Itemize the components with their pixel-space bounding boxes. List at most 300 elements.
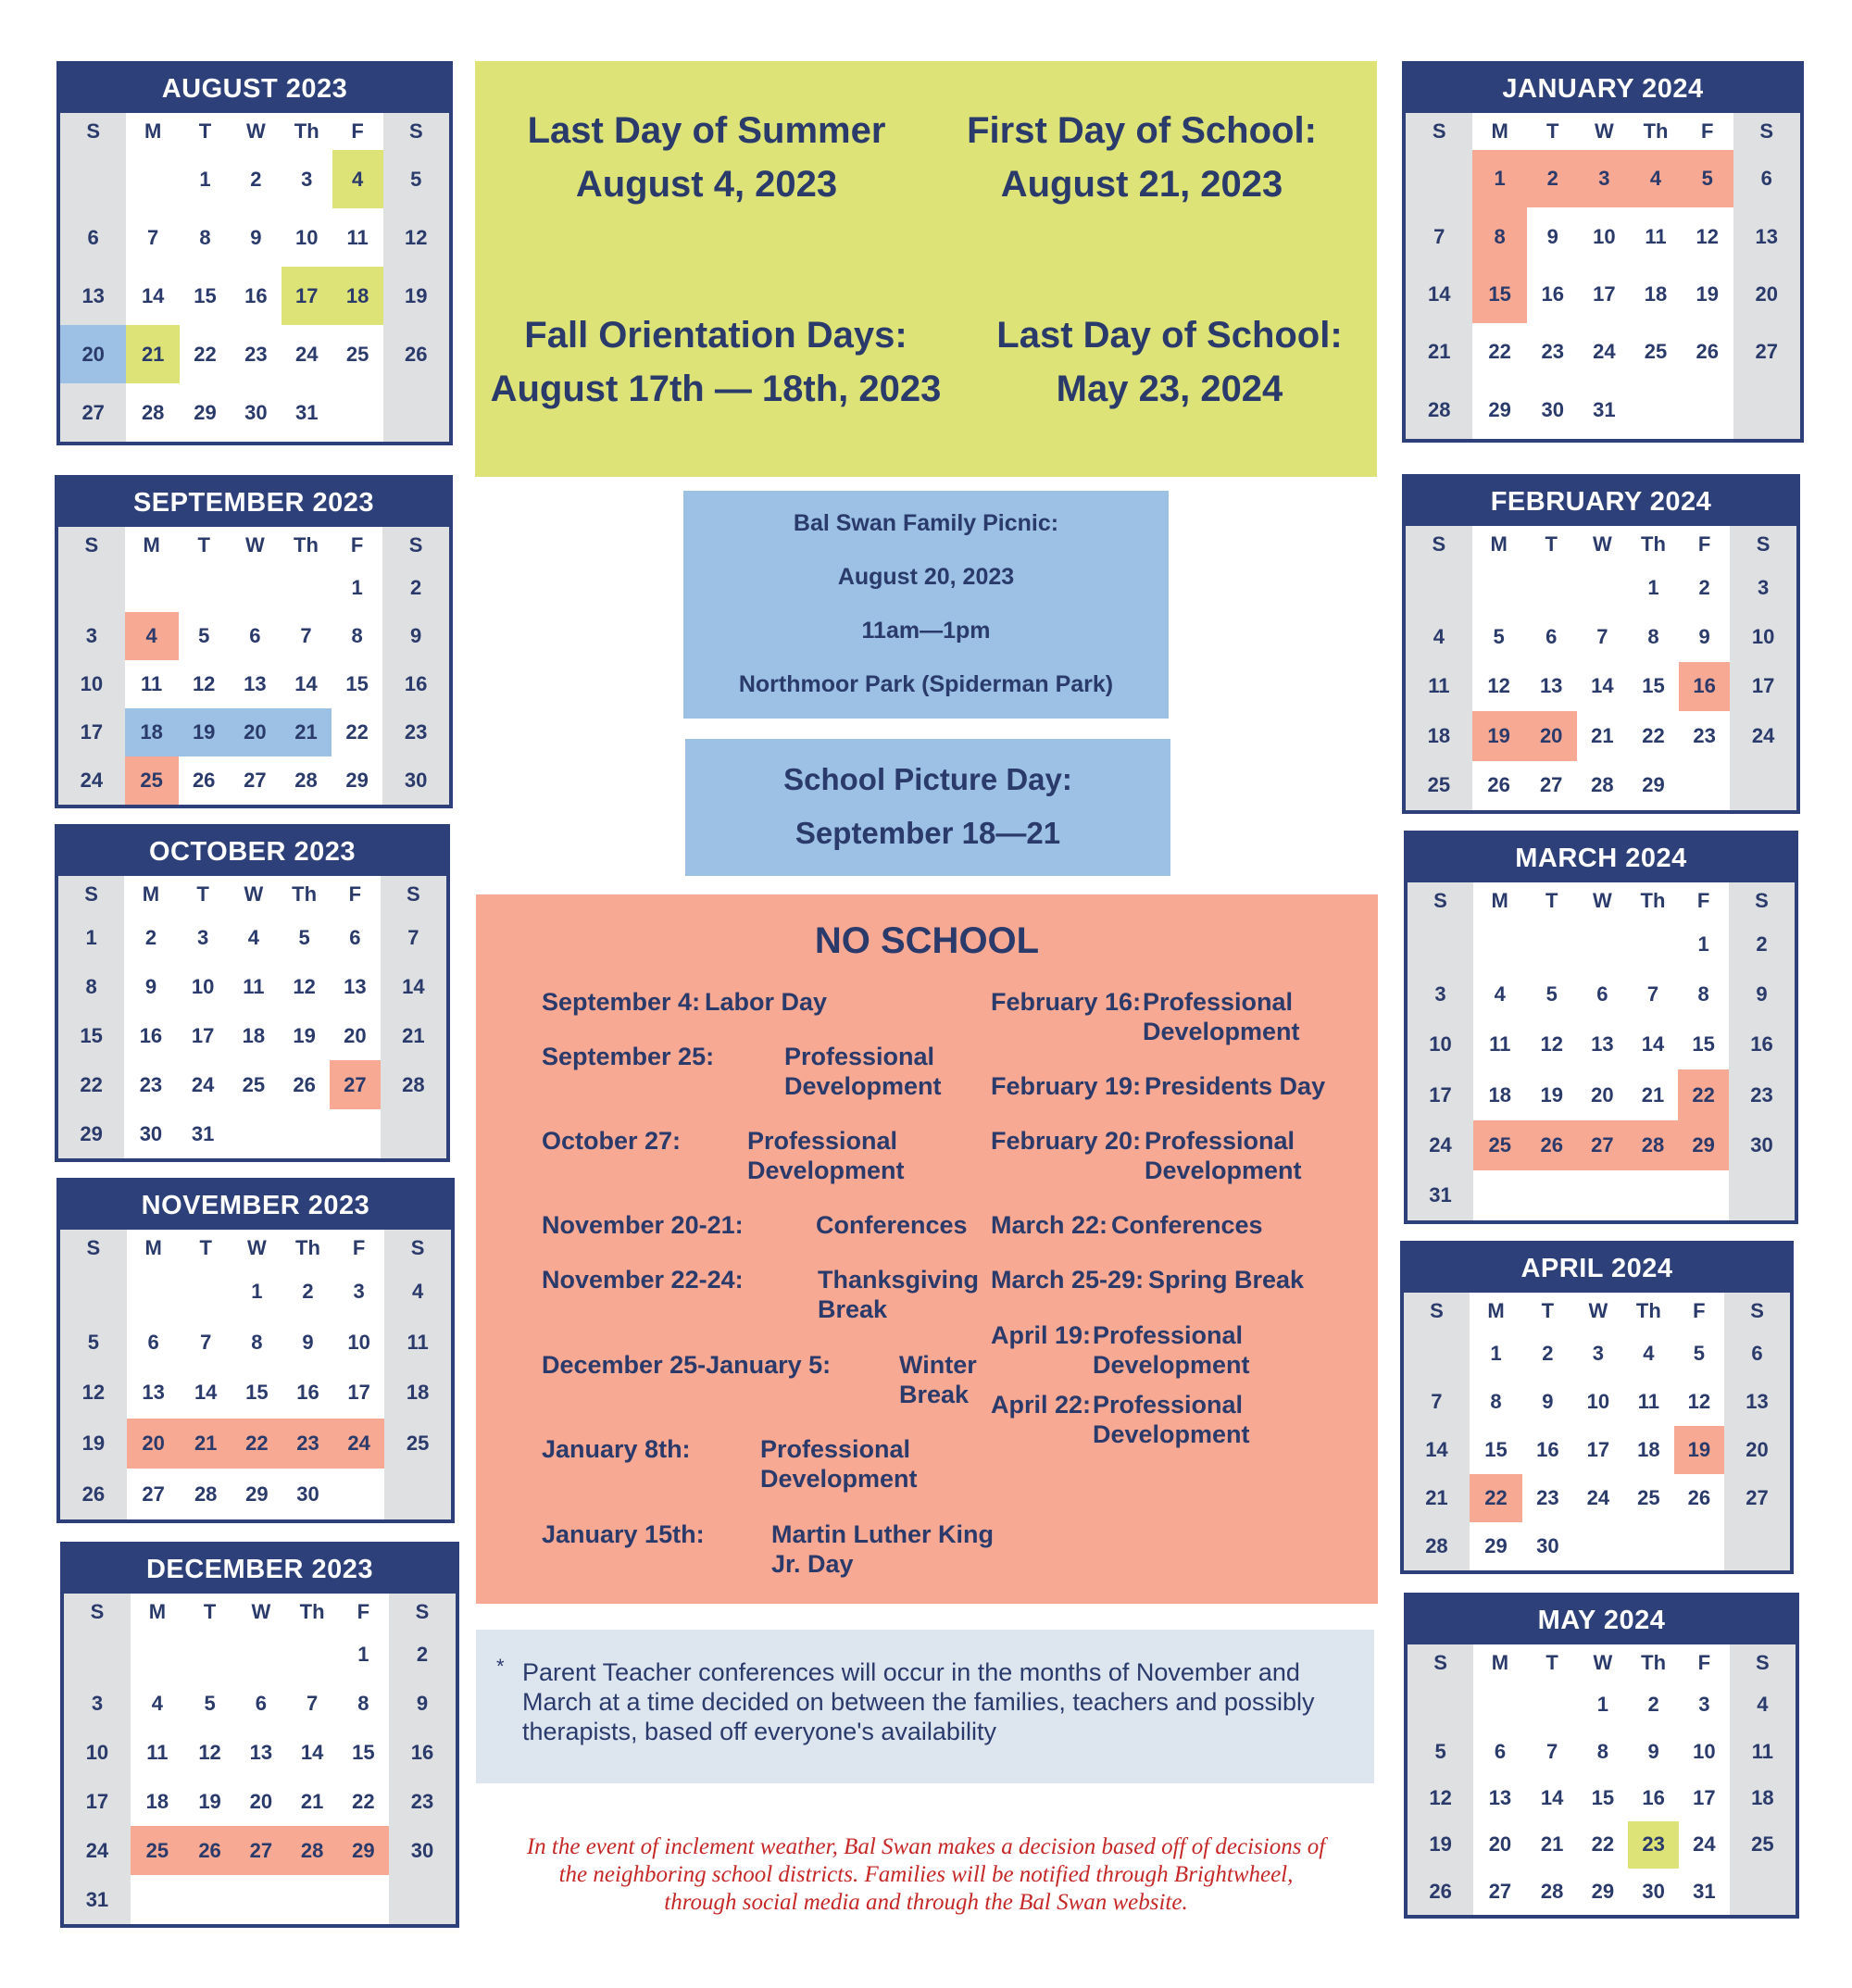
weekday-header: F xyxy=(357,1600,370,1623)
calendar-day: 27 xyxy=(1488,1879,1512,1903)
calendar-day: 2 xyxy=(1542,1342,1554,1365)
no-school-reason: Professional Development xyxy=(1145,1127,1302,1184)
calendar-day: 3 xyxy=(64,1680,131,1729)
calendar-day: 4 xyxy=(1406,612,1472,661)
calendar-week-row xyxy=(1408,1728,1796,1774)
calendar-day: 16 xyxy=(1541,281,1564,306)
calendar-day: 7 xyxy=(300,624,312,647)
calendar-empty-cell xyxy=(1526,919,1577,969)
calendar-day: 2 xyxy=(382,564,449,612)
calendar-day: 19 xyxy=(1674,1426,1725,1474)
calendar-empty-cell xyxy=(338,1875,389,1924)
calendar-empty-cell xyxy=(389,1875,456,1924)
calendar-week-row xyxy=(1408,1120,1795,1170)
calendar-week-row xyxy=(1406,662,1796,711)
calendar-day: 12 xyxy=(60,1368,127,1419)
calendar-empty-cell xyxy=(279,1109,330,1158)
calendar-empty-cell xyxy=(1408,919,1473,969)
calendar-day: 30 xyxy=(1729,1120,1795,1170)
calendar-grid xyxy=(64,1594,456,1924)
weekday-header: W xyxy=(245,119,266,143)
calendar-day: 6 xyxy=(1494,1739,1507,1763)
calendar-day: 27 xyxy=(1733,323,1800,381)
weekday-header: S xyxy=(1730,1644,1796,1682)
calendar-title: OCTOBER 2023 xyxy=(58,828,446,876)
calendar-day: 24 xyxy=(294,342,319,366)
calendar-week-row xyxy=(58,1109,446,1158)
calendar-day: 9 xyxy=(382,612,449,660)
calendar-day: 12 xyxy=(293,974,316,998)
calendar-day: 23 xyxy=(389,1777,456,1826)
calendar-day: 18 xyxy=(1488,1082,1511,1107)
calendar-empty-cell xyxy=(1577,563,1628,612)
calendar-empty-cell xyxy=(384,1469,451,1519)
weekday-header: M xyxy=(143,533,160,556)
calendar-day: 29 xyxy=(58,1109,124,1158)
weekday-header: Th xyxy=(294,533,319,556)
calendar-day: 15 xyxy=(245,1381,269,1405)
calendar-week-row xyxy=(1404,1426,1790,1474)
conference-note xyxy=(496,1657,1367,1746)
weekday-header: T xyxy=(1545,119,1559,143)
calendar-empty-cell xyxy=(1730,761,1796,810)
calendar-day: 31 xyxy=(64,1875,131,1924)
calendar-day: 11 xyxy=(384,1318,451,1369)
no-school-item xyxy=(542,1210,968,1240)
weekday-header: W xyxy=(251,1600,271,1623)
calendar-day: 1 xyxy=(1647,575,1659,599)
calendar-day: 8 xyxy=(1490,1390,1502,1413)
calendar-day: 16 xyxy=(389,1729,456,1778)
calendar-day: 13 xyxy=(60,267,126,325)
calendar-empty-cell xyxy=(1679,761,1730,810)
weekday-header: M xyxy=(1490,532,1508,556)
calendar-day: 8 xyxy=(1647,625,1659,649)
picnic-place: Northmoor Park (Spiderman Park) xyxy=(738,671,1114,697)
no-school-reason: Professional Development xyxy=(1093,1391,1250,1448)
calendar-day: 15 xyxy=(1591,1785,1615,1809)
calendar-day: 23 xyxy=(1536,1486,1559,1509)
calendar-day: 11 xyxy=(1406,662,1472,711)
calendar-day: 26 xyxy=(1526,1120,1577,1170)
calendar-day: 5 xyxy=(1493,625,1505,649)
calendar-empty-cell xyxy=(1526,1170,1577,1220)
calendar-day: 13 xyxy=(244,672,267,695)
weekday-header: S xyxy=(1730,526,1796,563)
calendar-day: 8 xyxy=(351,624,363,647)
picture-day-panel xyxy=(685,739,1170,876)
calendar-grid xyxy=(1406,113,1800,439)
no-school-reason: Professional Development xyxy=(747,1127,905,1184)
calendar-day: 25 xyxy=(242,1072,266,1096)
calendar-day: 28 xyxy=(294,769,318,792)
calendar-day: 13 xyxy=(1733,207,1800,265)
calendar-empty-cell xyxy=(286,1631,337,1680)
calendar-day: 9 xyxy=(1542,1390,1554,1413)
calendar-day: 18 xyxy=(1730,1775,1796,1821)
calendar-day: 12 xyxy=(198,1741,221,1765)
calendar-day: 12 xyxy=(383,208,449,267)
weekday-header: S xyxy=(1406,113,1472,150)
weekday-header: T xyxy=(203,1600,217,1623)
no-school-item xyxy=(542,1126,949,1185)
calendar-day: 8 xyxy=(251,1330,263,1354)
calendar-day: 28 xyxy=(1406,381,1472,439)
no-school-date: January 8th: xyxy=(542,1435,691,1463)
weekday-header: T xyxy=(199,1236,212,1259)
calendar-day: 5 xyxy=(198,624,210,647)
no-school-date: February 20: xyxy=(991,1127,1142,1155)
calendar-day: 25 xyxy=(1644,340,1668,364)
calendar-empty-cell xyxy=(1733,381,1800,439)
calendar-empty-cell xyxy=(184,1875,235,1924)
picture-day-dates: September 18—21 xyxy=(795,816,1061,850)
calendar-day: 7 xyxy=(1545,1739,1558,1763)
calendar-day: 15 xyxy=(1692,1032,1715,1057)
calendar-week-row xyxy=(58,756,449,805)
calendar-day: 3 xyxy=(1698,1693,1710,1717)
calendar-week-row xyxy=(60,267,449,325)
calendar-day: 9 xyxy=(302,1330,314,1354)
calendar-empty-cell xyxy=(1623,1522,1674,1570)
calendar-day: 16 xyxy=(1642,1785,1665,1809)
calendar-day: 4 xyxy=(151,1692,164,1716)
calendar-day: 7 xyxy=(200,1330,212,1354)
weekday-header: T xyxy=(1545,1651,1558,1674)
calendar-december-2023 xyxy=(60,1542,459,1928)
calendar-day: 11 xyxy=(1645,224,1667,248)
no-school-title: NO SCHOOL xyxy=(814,920,1040,961)
calendar-week-row xyxy=(1408,1069,1795,1119)
calendar-day: 29 xyxy=(1484,1534,1508,1557)
calendar-day: 21 xyxy=(300,1789,324,1813)
calendar-empty-cell xyxy=(1526,563,1577,612)
calendar-day: 28 xyxy=(286,1826,337,1875)
calendar-day: 17 xyxy=(282,267,332,325)
calendar-day: 6 xyxy=(1545,625,1558,649)
calendar-day: 28 xyxy=(381,1060,446,1109)
calendar-day: 20 xyxy=(230,708,281,756)
calendar-day: 28 xyxy=(1540,1879,1564,1903)
calendar-grid xyxy=(1406,526,1796,810)
calendar-day: 27 xyxy=(60,383,126,442)
calendar-day: 14 xyxy=(194,1381,218,1405)
calendar-day: 17 xyxy=(1593,281,1616,306)
calendar-day: 1 xyxy=(199,167,211,191)
no-school-reason: Conferences xyxy=(1111,1211,1263,1239)
weekday-header: Th xyxy=(1640,889,1666,912)
no-school-item xyxy=(542,1042,949,1101)
calendar-day: 29 xyxy=(1591,1879,1615,1903)
calendar-day: 20 xyxy=(60,325,126,383)
calendar-empty-cell xyxy=(131,1875,184,1924)
calendar-day: 14 xyxy=(141,283,165,307)
calendar-week-row xyxy=(58,660,449,708)
calendar-day: 4 xyxy=(1630,150,1682,207)
weekday-header: F xyxy=(1697,1651,1711,1674)
calendar-day: 25 xyxy=(1637,1486,1660,1509)
calendar-day: 8 xyxy=(58,962,124,1011)
picture-day-title: School Picture Day: xyxy=(783,762,1072,796)
calendar-day: 3 xyxy=(1579,150,1631,207)
calendar-day: 11 xyxy=(1637,1390,1659,1413)
calendar-title: NOVEMBER 2023 xyxy=(60,1182,451,1230)
calendar-title: MAY 2024 xyxy=(1408,1596,1796,1644)
calendar-day: 17 xyxy=(64,1777,131,1826)
calendar-day: 3 xyxy=(1408,969,1473,1019)
calendar-day: 30 xyxy=(1536,1534,1559,1557)
weekday-header: M xyxy=(144,1236,162,1259)
calendar-day: 30 xyxy=(1541,397,1564,421)
calendar-day: 2 xyxy=(389,1631,456,1680)
calendar-day: 18 xyxy=(242,1023,266,1047)
no-school-reason: Winter Break xyxy=(899,1351,977,1408)
calendar-week-row xyxy=(64,1680,456,1729)
calendar-day: 7 xyxy=(307,1692,319,1716)
calendar-day: 28 xyxy=(141,400,165,424)
calendar-title: DECEMBER 2023 xyxy=(64,1545,456,1594)
calendar-day: 22 xyxy=(1642,723,1665,747)
calendar-day: 14 xyxy=(1404,1426,1470,1474)
weekday-header: F xyxy=(350,533,364,556)
calendar-empty-cell xyxy=(1473,919,1526,969)
calendar-day: 22 xyxy=(1470,1474,1522,1522)
calendar-week-row xyxy=(58,913,446,962)
weekday-header: T xyxy=(1541,1299,1555,1322)
calendar-day: 14 xyxy=(381,962,446,1011)
weekday-header: Th xyxy=(295,1236,320,1259)
no-school-item xyxy=(542,987,949,1017)
calendar-day: 23 xyxy=(282,1419,333,1469)
calendar-empty-cell xyxy=(383,383,449,442)
weekday-header: S xyxy=(384,1230,451,1267)
calendar-day: 23 xyxy=(1541,340,1564,364)
weekday-header: S xyxy=(58,527,125,564)
weekday-header: F xyxy=(1697,532,1711,556)
calendar-week-row xyxy=(1406,761,1796,810)
no-school-item xyxy=(991,1320,1398,1380)
last-day-date: May 23, 2024 xyxy=(1056,369,1283,409)
calendar-day: 26 xyxy=(1696,340,1719,364)
calendar-day: 12 xyxy=(1696,224,1719,248)
calendar-grid xyxy=(60,113,449,442)
calendar-week-row xyxy=(1408,1682,1796,1728)
calendar-day: 5 xyxy=(298,925,310,949)
calendar-week-row xyxy=(58,708,449,756)
no-school-item xyxy=(542,1265,980,1324)
calendar-february-2024 xyxy=(1402,474,1800,814)
calendar-day: 24 xyxy=(58,756,125,805)
no-school-date: December 25-January 5: xyxy=(542,1351,832,1379)
calendar-march-2024 xyxy=(1404,831,1798,1224)
calendar-day: 22 xyxy=(1591,1832,1615,1857)
calendar-day: 5 xyxy=(1682,150,1733,207)
calendar-week-row xyxy=(1406,207,1800,265)
calendar-week-row xyxy=(1408,1019,1795,1069)
weekday-header: S xyxy=(60,113,126,150)
calendar-day: 27 xyxy=(142,1482,165,1506)
calendar-day: 24 xyxy=(333,1419,384,1469)
calendar-day: 10 xyxy=(1408,1019,1473,1069)
weekday-header: M xyxy=(148,1600,167,1623)
weekday-header: Th xyxy=(1641,1651,1667,1674)
calendar-day: 10 xyxy=(1593,224,1616,248)
calendar-day: 3 xyxy=(1592,1342,1604,1365)
calendar-week-row xyxy=(1406,711,1796,760)
calendar-day: 2 xyxy=(1527,150,1579,207)
calendar-november-2023 xyxy=(56,1178,455,1523)
no-school-date: February 19: xyxy=(991,1072,1142,1100)
weekday-header: M xyxy=(144,119,162,143)
weekday-header: T xyxy=(1545,889,1558,912)
weekday-header: T xyxy=(197,533,210,556)
note-line-1: Parent Teacher conferences will occur in the months of November and xyxy=(522,1658,1300,1686)
calendar-day: 3 xyxy=(196,925,209,949)
calendar-day: 20 xyxy=(1488,1832,1512,1857)
calendar-day: 18 xyxy=(145,1789,169,1813)
weekday-header: W xyxy=(1593,1651,1613,1674)
calendar-day: 5 xyxy=(1693,1342,1705,1365)
calendar-week-row xyxy=(60,1419,451,1469)
calendar-day: 30 xyxy=(296,1482,319,1506)
calendar-week-row xyxy=(1408,1775,1796,1821)
orientation-label: Fall Orientation Days: xyxy=(524,315,907,356)
calendar-september-2023 xyxy=(55,475,453,808)
calendar-day: 8 xyxy=(199,225,211,249)
calendar-day: 18 xyxy=(125,708,179,756)
calendar-day: 18 xyxy=(332,267,383,325)
calendar-day: 13 xyxy=(1539,674,1563,698)
calendar-day: 22 xyxy=(194,342,217,366)
calendar-day: 11 xyxy=(1730,1728,1796,1774)
weekday-header: Th xyxy=(1643,119,1669,143)
calendar-day: 25 xyxy=(1473,1120,1526,1170)
calendar-day: 20 xyxy=(127,1419,181,1469)
calendar-empty-cell xyxy=(184,1631,235,1680)
calendar-day: 29 xyxy=(194,400,217,424)
calendar-title: FEBRUARY 2024 xyxy=(1406,478,1796,526)
calendar-day: 23 xyxy=(382,708,449,756)
note-line-2: March at a time decided on between the families, teachers and possibly xyxy=(522,1688,1315,1716)
calendar-day: 2 xyxy=(1647,1693,1659,1717)
calendar-day: 7 xyxy=(381,913,446,962)
calendar-day: 28 xyxy=(194,1482,218,1506)
calendar-day: 9 xyxy=(1647,1739,1659,1763)
no-school-item xyxy=(542,1519,994,1579)
weekday-header: S xyxy=(64,1594,131,1631)
calendar-week-row xyxy=(1404,1378,1790,1426)
calendar-day: 24 xyxy=(1593,340,1616,364)
calendar-empty-cell xyxy=(1406,150,1472,207)
calendar-week-row xyxy=(58,564,449,612)
no-school-item xyxy=(542,1350,977,1409)
calendar-day: 25 xyxy=(131,1826,184,1875)
calendar-empty-cell xyxy=(1473,1682,1527,1728)
calendar-day: 24 xyxy=(64,1826,131,1875)
no-school-reason: Professional Development xyxy=(1143,988,1300,1045)
calendar-day: 8 xyxy=(1472,207,1526,265)
calendar-day: 26 xyxy=(1687,1486,1711,1509)
weekday-header: M xyxy=(1491,119,1508,143)
calendar-empty-cell xyxy=(235,1875,286,1924)
calendar-day: 21 xyxy=(1641,1082,1665,1107)
calendar-day: 1 xyxy=(357,1643,369,1667)
calendar-empty-cell xyxy=(1573,1522,1624,1570)
conference-note-panel xyxy=(476,1630,1374,1783)
calendar-day: 11 xyxy=(141,672,163,695)
calendar-day: 8 xyxy=(1596,1739,1608,1763)
calendar-day: 4 xyxy=(1494,982,1506,1007)
calendar-day: 21 xyxy=(1404,1474,1470,1522)
no-school-item xyxy=(991,1071,1398,1101)
calendar-day: 16 xyxy=(1679,662,1730,711)
calendar-day: 20 xyxy=(1724,1426,1790,1474)
calendar-empty-cell xyxy=(125,564,179,612)
calendar-day: 30 xyxy=(382,756,449,805)
calendar-empty-cell xyxy=(1628,1170,1679,1220)
calendar-week-row xyxy=(64,1826,456,1875)
calendar-day: 14 xyxy=(300,1741,324,1765)
calendar-day: 15 xyxy=(1484,1438,1508,1461)
calendar-empty-cell xyxy=(281,564,332,612)
first-day-of-school xyxy=(938,104,1345,211)
calendar-title: SEPTEMBER 2023 xyxy=(58,479,449,527)
note-asterisk: * xyxy=(496,1655,505,1678)
calendar-week-row xyxy=(1408,1821,1796,1868)
calendar-day: 6 xyxy=(249,624,261,647)
family-picnic-panel xyxy=(683,491,1169,719)
calendar-day: 17 xyxy=(191,1023,215,1047)
calendar-may-2024 xyxy=(1404,1593,1799,1919)
calendar-day: 31 xyxy=(294,400,319,424)
no-school-item xyxy=(991,1210,1398,1240)
calendar-day: 15 xyxy=(58,1011,124,1060)
weekday-header: M xyxy=(1487,1299,1505,1322)
calendar-week-row xyxy=(58,612,449,660)
no-school-reason: Presidents Day xyxy=(1145,1072,1326,1100)
last-day-of-summer xyxy=(503,104,910,211)
calendar-day: 9 xyxy=(144,974,157,998)
calendar-title: MARCH 2024 xyxy=(1408,834,1795,882)
weekday-header: Th xyxy=(294,119,319,143)
note-line-3: therapists, based off everyone's availability xyxy=(522,1718,996,1745)
weekday-header: Th xyxy=(299,1600,325,1623)
weekday-header: W xyxy=(1588,1299,1608,1322)
calendar-day: 25 xyxy=(125,756,179,805)
calendar-day: 26 xyxy=(184,1826,235,1875)
calendar-week-row xyxy=(60,1267,451,1318)
calendar-day: 28 xyxy=(1404,1522,1470,1570)
calendar-day: 7 xyxy=(1646,982,1659,1007)
picnic-time: 11am—1pm xyxy=(861,618,991,644)
calendar-empty-cell xyxy=(1730,1869,1796,1915)
calendar-day: 24 xyxy=(1408,1120,1473,1170)
calendar-day: 29 xyxy=(1488,397,1511,421)
calendar-day: 12 xyxy=(192,672,216,695)
calendar-day: 2 xyxy=(144,925,157,949)
calendar-empty-cell xyxy=(1527,1682,1578,1728)
calendar-day: 1 xyxy=(351,576,363,599)
calendar-day: 10 xyxy=(1730,612,1796,661)
weekday-header: T xyxy=(198,119,212,143)
calendar-week-row xyxy=(64,1729,456,1778)
calendar-day: 23 xyxy=(1729,1069,1795,1119)
weekday-header: W xyxy=(1594,119,1614,143)
calendar-empty-cell xyxy=(60,150,126,208)
calendar-day: 24 xyxy=(1693,1832,1716,1857)
calendar-day: 29 xyxy=(245,1482,269,1506)
calendar-day: 23 xyxy=(1693,723,1716,747)
